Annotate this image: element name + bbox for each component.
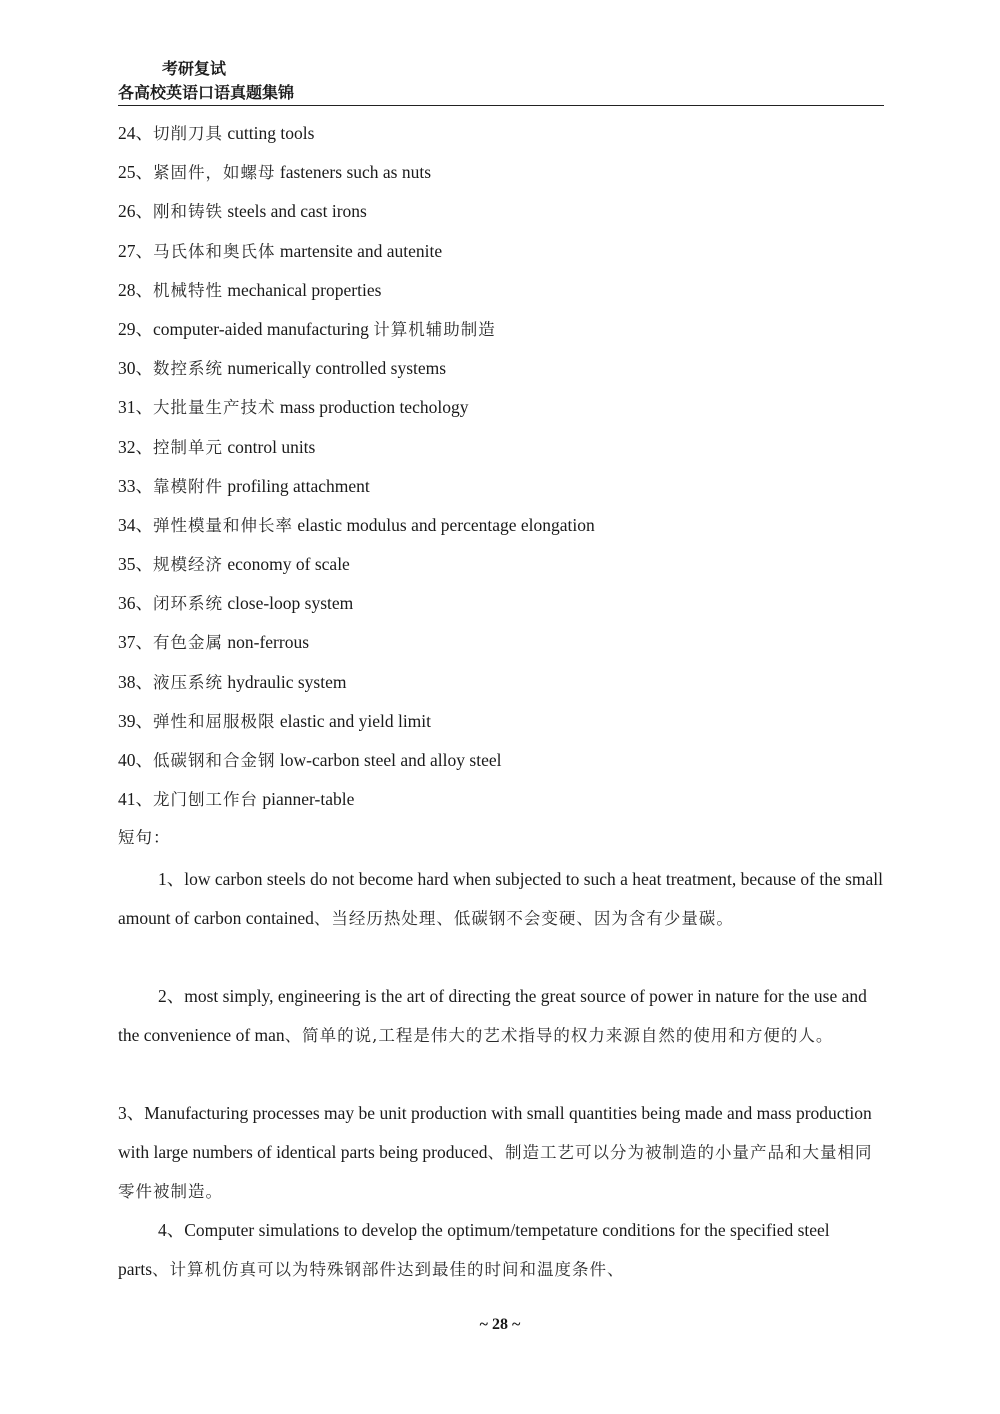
header-divider: [118, 105, 884, 106]
vocab-chinese: 弹性模量和伸长率: [153, 515, 293, 535]
vocab-english: pianner-table: [258, 789, 355, 810]
sentence-english: 3、Manufacturing processes may be unit production with small quantities being made and mass production with large numbers of identical parts being produced: [118, 1103, 872, 1162]
vocab-number: 32、: [118, 436, 153, 457]
vocab-english: close-loop system: [223, 593, 354, 614]
header-title-line1: 考研复试: [162, 59, 227, 78]
vocab-item-34: [118, 510, 898, 549]
vocab-chinese: 马氏体和奥氏体: [153, 241, 276, 261]
vocab-chinese: 液压系统: [153, 672, 223, 692]
sentence-chinese: 、计算机仿真可以为特殊钢部件达到最佳的时间和温度条件、: [152, 1260, 625, 1279]
vocab-english: profiling attachment: [223, 475, 370, 496]
vocab-number: 24、: [118, 123, 153, 143]
vocab-item-30: [118, 353, 898, 392]
vocab-number: 38、: [118, 671, 153, 692]
vocab-chinese: 规模经济: [153, 555, 223, 575]
vocab-item-31: [118, 392, 898, 431]
vocabulary-list: [118, 118, 898, 823]
vocab-number: 36、: [118, 593, 153, 614]
vocab-chinese: 闭环系统: [153, 594, 223, 614]
vocab-item-24: [118, 118, 898, 157]
vocab-item-33: [118, 471, 898, 510]
vocab-number: 35、: [118, 554, 153, 575]
sentence-english: 4、Computer simulations to develop the optimum/tempetature conditions for the specified steel parts: [118, 1220, 830, 1279]
vocab-item-27: [118, 236, 898, 275]
vocab-item-35: [118, 549, 898, 588]
vocab-chinese: 龙门刨工作台: [153, 790, 258, 810]
sentence-4: [118, 1211, 884, 1289]
vocab-item-36: [118, 588, 898, 627]
vocab-english: martensite and autenite: [275, 240, 443, 261]
sentence-1: [118, 860, 884, 938]
vocab-number: 29、: [118, 318, 153, 339]
vocab-number: 26、: [118, 201, 153, 222]
vocab-item-25: [118, 157, 898, 196]
vocab-english: cutting tools: [223, 123, 315, 143]
vocab-item-26: [118, 196, 898, 235]
vocab-chinese: 数控系统: [153, 359, 223, 379]
vocab-item-40: [118, 745, 898, 784]
vocab-number: 39、: [118, 710, 153, 731]
vocab-chinese: 计算机辅助制造: [373, 319, 496, 339]
vocab-english: computer-aided manufacturing: [153, 318, 374, 339]
vocab-item-32: [118, 432, 898, 471]
header-title-line2: 各高校英语口语真题集锦: [118, 83, 295, 102]
vocab-english: elastic modulus and percentage elongation: [293, 514, 595, 535]
sentence-english: 1、low carbon steels do not become hard when subjected to such a heat treatment, because of the small amount of carbon contained: [118, 869, 884, 928]
vocab-item-41: [118, 784, 898, 823]
vocab-chinese: 紧固件，如螺母: [153, 163, 276, 183]
vocab-item-29: [118, 314, 898, 353]
vocab-english: mechanical properties: [223, 279, 382, 300]
vocab-item-38: [118, 667, 898, 706]
vocab-english: low-carbon steel and alloy steel: [275, 750, 502, 770]
vocab-english: non-ferrous: [223, 632, 310, 653]
vocab-item-37: [118, 627, 898, 666]
vocab-chinese: 有色金属: [153, 633, 223, 653]
vocab-chinese: 控制单元: [153, 437, 223, 457]
sentences-heading: 短句：: [118, 828, 171, 847]
page-header: [118, 58, 884, 104]
sentence-3: [118, 1094, 884, 1211]
vocab-chinese: 低碳钢和合金钢: [153, 751, 276, 770]
sentence-chinese: 、简单的说,工程是伟大的艺术指导的权力来源自然的使用和方便的人。: [284, 1026, 834, 1045]
vocab-chinese: 切削刀具: [153, 124, 223, 143]
vocab-chinese: 刚和铸铁: [153, 202, 223, 222]
vocab-number: 41、: [118, 789, 153, 810]
vocab-english: elastic and yield limit: [275, 710, 432, 731]
page-number: ~ 28 ~: [479, 1316, 521, 1333]
vocab-number: 27、: [118, 240, 153, 261]
vocab-number: 28、: [118, 279, 153, 300]
sentence-chinese: 、制造工艺可以分为被制造的小量产品和大量相同零件被制造。: [118, 1143, 873, 1201]
vocab-english: fasteners such as nuts: [275, 162, 432, 183]
vocab-number: 30、: [118, 358, 153, 379]
vocab-chinese: 靠模附件: [153, 476, 223, 496]
vocab-number: 37、: [118, 632, 153, 653]
vocab-number: 33、: [118, 475, 153, 496]
vocab-number: 40、: [118, 750, 153, 770]
vocab-number: 31、: [118, 397, 153, 418]
vocab-english: control units: [223, 436, 316, 457]
vocab-item-28: [118, 275, 898, 314]
vocab-english: hydraulic system: [223, 671, 347, 692]
vocab-english: mass production techology: [275, 397, 469, 418]
vocab-english: numerically controlled systems: [223, 358, 447, 379]
vocab-english: economy of scale: [223, 554, 350, 575]
sentence-chinese: 、当经历热处理、低碳钢不会变硬、因为含有少量碳。: [313, 909, 734, 928]
sentence-2: [118, 977, 884, 1055]
vocab-chinese: 弹性和屈服极限: [153, 711, 276, 731]
vocab-chinese: 大批量生产技术: [153, 398, 276, 418]
vocab-chinese: 机械特性: [153, 280, 223, 300]
vocab-number: 25、: [118, 162, 153, 183]
vocab-number: 34、: [118, 514, 153, 535]
vocab-english: steels and cast irons: [223, 201, 367, 222]
vocab-item-39: [118, 706, 898, 745]
sentence-english: 2、most simply, engineering is the art of directing the great source of power in nature for the use and the convenience of man: [118, 986, 867, 1045]
